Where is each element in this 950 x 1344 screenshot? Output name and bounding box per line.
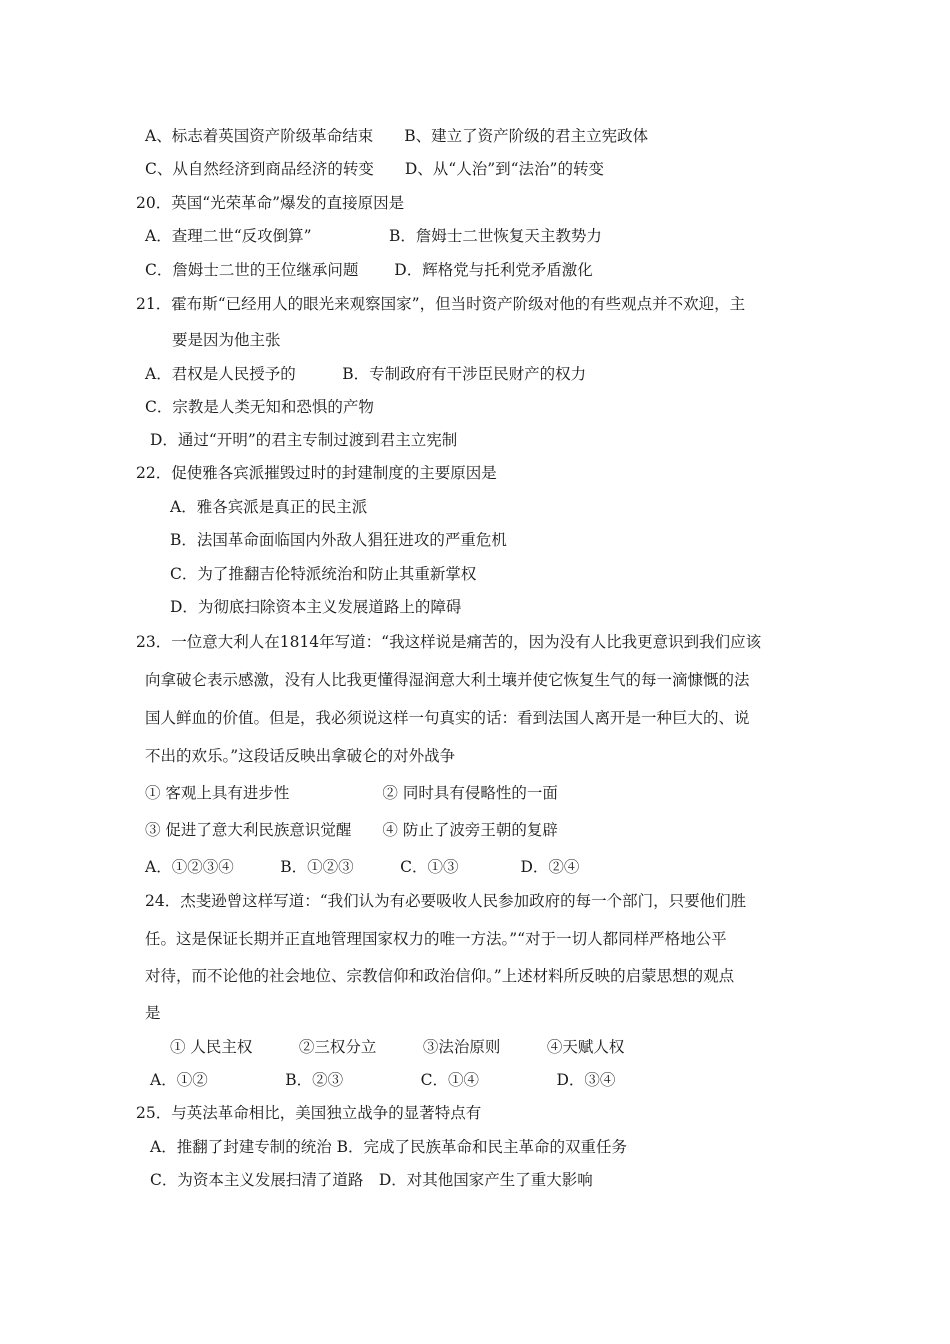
q22-option-d: D．为彻底扫除资本主义发展道路上的障碍 (170, 598, 462, 616)
q20-options-cd: C．詹姆士二世的王位继承问题 D．辉格党与托利党矛盾激化 (145, 261, 593, 279)
q22-option-b: B．法国革命面临国内外敌人猖狂进攻的严重危机 (170, 531, 507, 549)
q23-stem-line4: 不出的欢乐。”这段话反映出拿破仑的对外战争 (145, 747, 456, 765)
q23-items-34: ③ 促进了意大利民族意识觉醒 ④ 防止了波旁王朝的复辟 (145, 821, 558, 839)
q25-stem: 25．与英法革命相比，美国独立战争的显著特点有 (136, 1104, 482, 1122)
q22-option-a: A．雅各宾派是真正的民主派 (170, 498, 368, 516)
q23-stem-line3: 国人鲜血的价值。但是，我必须说这样一句真实的话：看到法国人离开是一种巨大的、说 (145, 709, 750, 727)
q24-stem-line2: 任。这是保证长期并正直地管理国家权力的唯一方法。”“对于一切人都同样严格地公平 (145, 930, 727, 948)
q22-option-c: C．为了推翻吉伦特派统治和防止其重新掌权 (170, 565, 477, 583)
q23-stem-line2: 向拿破仑表示感激，没有人比我更懂得湿润意大利土壤并使它恢复生气的每一滴慷慨的法 (145, 671, 750, 689)
q24-items: ① 人民主权 ②三权分立 ③法治原则 ④天赋人权 (170, 1038, 625, 1056)
q23-items-12: ① 客观上具有进步性 ② 同时具有侵略性的一面 (145, 784, 558, 802)
q24-stem-line1: 24．杰斐逊曾这样写道：“我们认为有必要吸收人民参加政府的每一个部门，只要他们胜 (145, 892, 747, 910)
q24-options: A．①② B．②③ C．①④ D．③④ (150, 1071, 616, 1089)
q19-options-cd: C、从自然经济到商品经济的转变 D、从“人治”到“法治”的转变 (145, 160, 604, 178)
q19-options-ab: A、标志着英国资产阶级革命结束 B、建立了资产阶级的君主立宪政体 (145, 127, 649, 145)
q25-options-ab: A．推翻了封建专制的统治 B．完成了民族革命和民主革命的双重任务 (150, 1138, 628, 1156)
q20-stem: 20．英国“光荣革命”爆发的直接原因是 (136, 194, 405, 212)
q23-stem-line1: 23．一位意大利人在1814年写道：“我这样说是痛苦的，因为没有人比我更意识到我们应该 (136, 633, 762, 651)
q24-stem-line3: 对待，而不论他的社会地位、宗教信仰和政治信仰。”上述材料所反映的启蒙思想的观点 (145, 967, 735, 985)
q21-options-ab: A．君权是人民授予的 B．专制政府有干涉臣民财产的权力 (145, 365, 587, 383)
q24-stem-line4: 是 (145, 1004, 161, 1022)
q21-option-d: D．通过“开明”的君主专制过渡到君主立宪制 (150, 431, 458, 449)
q25-options-cd: C．为资本主义发展扫清了道路 D．对其他国家产生了重大影响 (150, 1171, 593, 1189)
q23-options: A．①②③④ B．①②③ C．①③ D．②④ (145, 858, 580, 876)
q21-stem-line1: 21．霍布斯“已经用人的眼光来观察国家”，但当时资产阶级对他的有些观点并不欢迎，主 (136, 295, 746, 313)
q21-option-c: C．宗教是人类无知和恐惧的产物 (145, 398, 374, 416)
q22-stem: 22．促使雅各宾派摧毁过时的封建制度的主要原因是 (136, 464, 497, 482)
q20-options-ab: A．查理二世“反攻倒算” B．詹姆士二世恢复天主教势力 (145, 227, 602, 245)
q21-stem-line2: 要是因为他主张 (172, 331, 281, 349)
